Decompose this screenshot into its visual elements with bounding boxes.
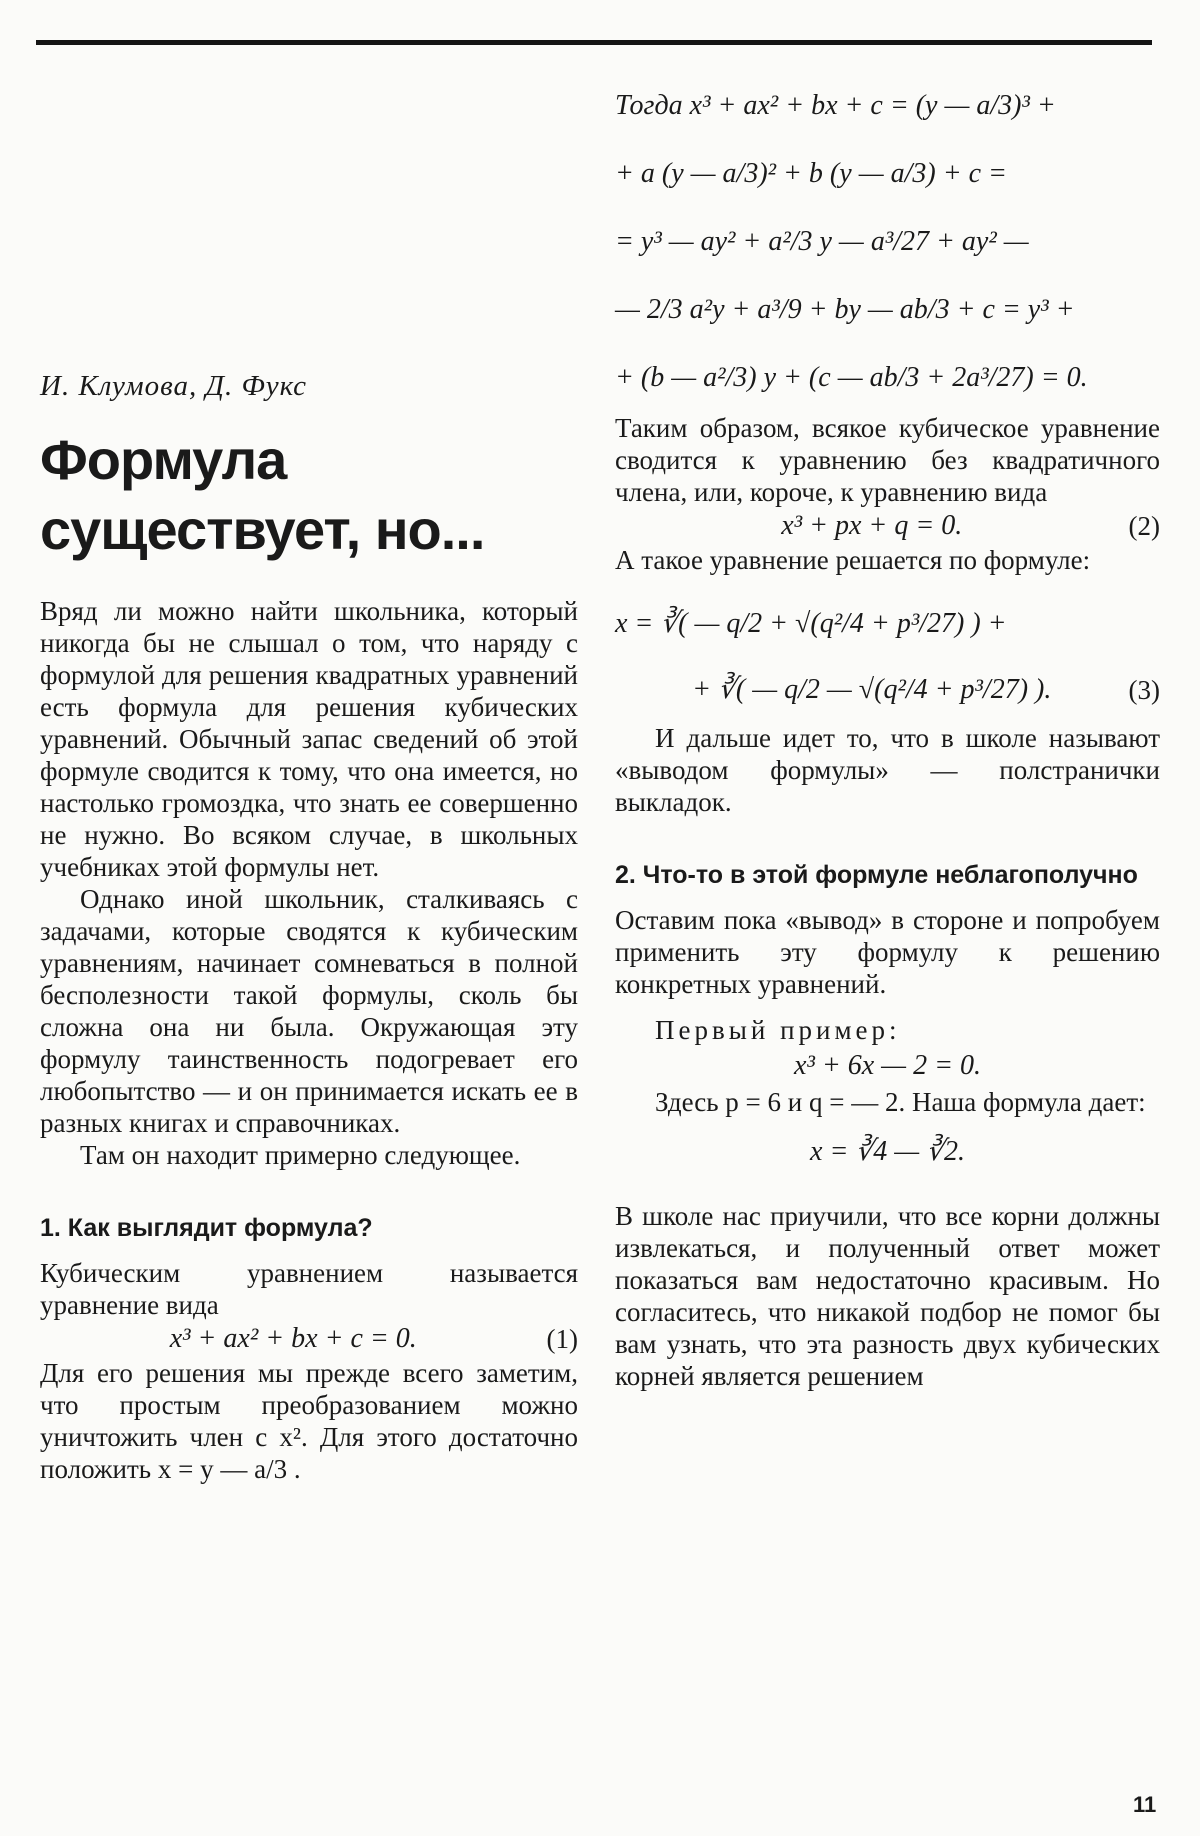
paragraph-derivation-note: И дальше идет то, что в школе называют «выводом формулы» — полстранички выкладок.: [615, 723, 1160, 817]
equation-1-number: (1): [546, 1324, 578, 1354]
equation-2-body: x³ + px + q = 0.: [781, 510, 963, 541]
derivation-line-3: = y³ — ay² + a²/3 y — a³/27 + ay² —: [615, 226, 1029, 257]
example-equation: x³ + 6x — 2 = 0.: [794, 1050, 981, 1081]
page-number: 11: [1133, 1792, 1157, 1817]
left-column: [40, 60, 578, 1485]
equation-3: [615, 672, 1160, 708]
equation-2-number: (2): [1128, 511, 1160, 541]
paragraph-curiosity: Однако иной школьник, сталкиваясь с задачами, которые сводятся к кубическим уравнениям, начинает сомневаться в полной бесполезности такой формулы, сколь бы сложна она ни была. Окружающая эту формулу таинственность подогревает его любопытство — и он принимается искать ее в разных книгах и справочниках.: [40, 884, 578, 1138]
paragraph-substitution: Для его решения мы прежде всего заметим, что простым преобразованием можно уничтожить член с x². Для этого достаточно положить x = y — a/3 .: [40, 1358, 578, 1484]
paragraph-try-formula: Оставим пока «вывод» в стороне и попробуем применить эту формулу к решению конкретных уравнений.: [615, 905, 1160, 999]
cardano-formula-line-1: x = ∛( — q/2 + √(q²/4 + p³/27) ) +: [615, 608, 1007, 639]
paragraph-intro: Вряд ли можно найти школьника, который никогда бы не слышал о том, что наряду с формулой для решения квадратных уравнений есть формула для решения кубических уравнений. Обычный запас сведений об этой формуле сводится к тому, что она имеется, но настолько громоздка, что знать ее совершенно не нужно. Во всяком случае, в школьных учебниках этой формулы нет.: [40, 596, 578, 882]
article-title: [40, 425, 578, 565]
top-rule: [36, 40, 1152, 45]
derivation-line-5: + (b — a²/3) y + (c — ab/3 + 2a³/27) = 0.: [615, 362, 1088, 393]
paragraph-school-roots: В школе нас приучили, что все корни должны извлекаться, и полученный ответ может показаться вам недостаточно красивым. Но согласитесь, что никакой подбор не помог бы вам узнать, что эта разность двух кубических корней является решением: [615, 1201, 1160, 1391]
title-line-1: Формула: [40, 428, 287, 491]
equation-3-number: (3): [1128, 675, 1160, 705]
paragraph-formula-intro: А такое уравнение решается по формуле:: [615, 545, 1091, 575]
paragraph-example-values: Здесь p = 6 и q = — 2. Наша формула дает:: [655, 1087, 1146, 1117]
example-answer: x = ∛4 — ∛2.: [810, 1136, 965, 1167]
section-heading-1: 1. Как выглядит формула?: [40, 1214, 373, 1242]
section-heading-2: 2. Что-то в этой формуле неблагополучно: [615, 861, 1138, 889]
right-column: [615, 86, 1160, 1392]
title-line-2: существует, но...: [40, 498, 485, 561]
paragraph-finds: Там он находит примерно следующее.: [80, 1140, 521, 1170]
article-authors: И. Клумова, Д. Фукс: [40, 370, 307, 402]
derivation-line-1: Тогда x³ + ax² + bx + c = (y — a/3)³ +: [615, 90, 1056, 121]
equation-1-body: x³ + ax² + bx + c = 0.: [169, 1323, 417, 1354]
derivation-line-4: — 2/3 a²y + a³/9 + by — ab/3 + c = y³ +: [615, 294, 1075, 325]
example-label: Первый пример:: [655, 1015, 901, 1045]
paragraph-reduction: Таким образом, всякое кубическое уравнение сводится к уравнению без квадратичного члена, или, короче, к уравнению вида: [615, 413, 1160, 507]
cardano-formula-line-2: + ∛( — q/2 — √(q²/4 + p³/27) ).: [692, 674, 1052, 705]
equation-1: [40, 1321, 578, 1357]
paragraph-cubic-definition: Кубическим уравнением называется уравнение вида: [40, 1258, 578, 1320]
derivation-line-2: + a (y — a/3)² + b (y — a/3) + c =: [615, 158, 1007, 189]
equation-2: [615, 508, 1160, 544]
